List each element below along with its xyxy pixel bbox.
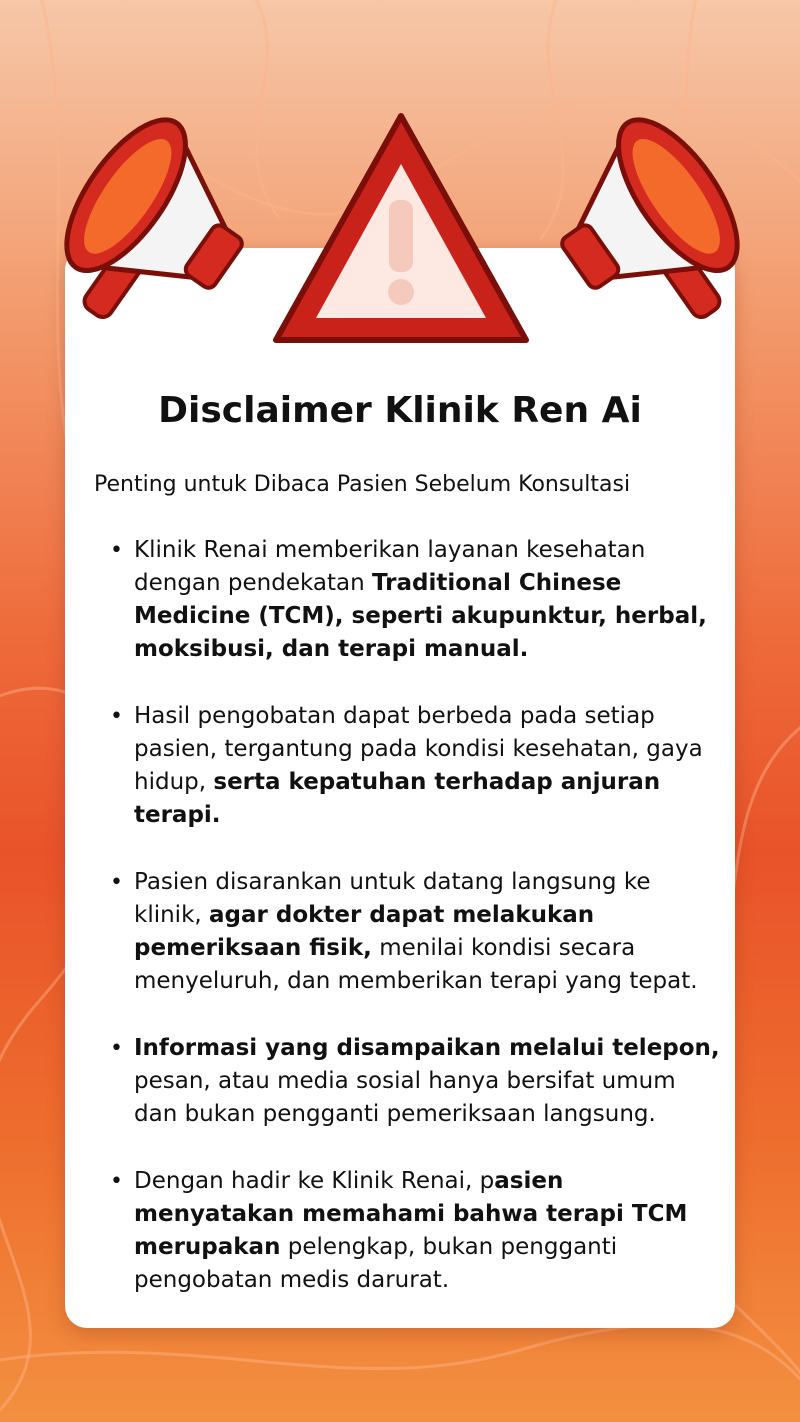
subtitle: Penting untuk Dibaca Pasien Sebelum Konsultasi	[94, 472, 631, 497]
item-text-bold: serta kepatuhan terhadap anjuran terapi.	[134, 769, 661, 828]
list-item	[110, 1165, 720, 1297]
megaphone-icon-left	[48, 96, 278, 346]
item-text: pesan, atau media sosial hanya bersifat umum dan bukan pengganti pemeriksaan langsung.	[134, 1068, 676, 1127]
list-item	[110, 1032, 720, 1131]
item-text-bold: Traditional Chinese Medicine (TCM), seperti akupunktur, herbal, moksibusi, dan terapi manual.	[134, 570, 707, 662]
page-title: Disclaimer Klinik Ren Ai	[158, 390, 642, 431]
warning-triangle-icon	[268, 108, 534, 354]
list-item	[110, 700, 720, 832]
item-text: Klinik Renai memberikan layanan kesehatan dengan pendekatan	[134, 537, 646, 596]
item-text: pelengkap, bukan pengganti pengobatan medis darurat.	[134, 1234, 618, 1293]
disclaimer-list	[110, 534, 720, 1331]
item-text: Dengan hadir ke Klinik Renai, p	[134, 1168, 495, 1194]
list-item	[110, 866, 720, 998]
list-item	[110, 534, 720, 666]
item-text: menilai kondisi secara menyeluruh, dan memberikan terapi yang tepat.	[134, 935, 698, 994]
item-text-bold: asien menyatakan memahami bahwa terapi TCM merupakan	[134, 1168, 688, 1260]
megaphone-icon-right	[526, 96, 756, 346]
item-text-bold: Informasi yang disampaikan melalui telepon,	[134, 1035, 720, 1061]
item-text: Hasil pengobatan dapat berbeda pada setiap pasien, tergantung pada kondisi kesehatan, gaya hidup,	[134, 703, 703, 795]
item-text: Pasien disarankan untuk datang langsung ke klinik,	[134, 869, 651, 928]
item-text-bold: agar dokter dapat melakukan pemeriksaan fisik,	[134, 902, 595, 961]
